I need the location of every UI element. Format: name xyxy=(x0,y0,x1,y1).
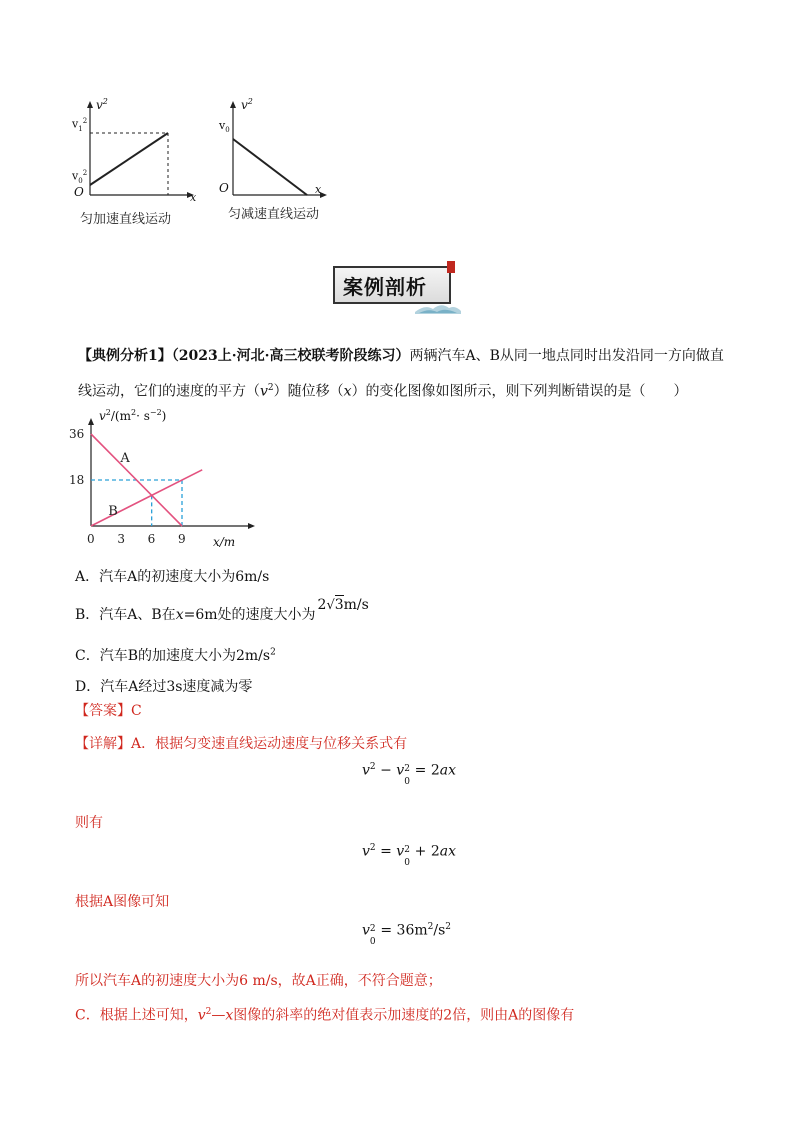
chart-svg xyxy=(65,408,305,553)
graph1-origin: O xyxy=(74,185,84,199)
option-a: A．汽车A的初速度大小为6m/s xyxy=(75,569,270,585)
chart-x-tick-9: 9 xyxy=(178,532,186,546)
explain-line2: 则有 xyxy=(75,815,103,831)
question-tag: 【典例分析1】 xyxy=(78,348,172,364)
graph-accelerating-plot xyxy=(68,95,208,205)
banner-title: 案例剖析 xyxy=(343,275,427,299)
formula-1: $v^2 - v$ 2 0 = 2ax xyxy=(362,762,457,787)
chart-series-label-A: A xyxy=(120,451,130,467)
stem-x: x xyxy=(343,383,352,400)
graph2-x-axis-label: x xyxy=(315,183,322,196)
stem-part-a: 线运动，它们的速度的平方（ xyxy=(78,383,260,400)
graph2-origin: O xyxy=(219,181,229,195)
vsq-x-chart xyxy=(65,408,305,553)
question-stem-line1 xyxy=(78,343,738,369)
option-b: B．汽车A、B在x=6m处的速度大小为2√3m/s xyxy=(75,597,369,623)
option-c: C．汽车B的加速度大小为$2m/s^2$ xyxy=(75,647,276,664)
explain-line4: 所以汽车A的初速度大小为6 m/s，故A正确，不符合题意； xyxy=(75,973,442,989)
graph2-v0-label: $v_0$ xyxy=(219,119,230,135)
graph1-y-axis-label: $v^2$ xyxy=(96,97,108,112)
graph1-v1-label: $v_1^2$ xyxy=(72,117,88,133)
graph1-x-axis-label: x xyxy=(190,191,197,204)
chart-y-tick-18: 18 xyxy=(69,473,85,487)
stem-v-sup: 2 xyxy=(267,383,274,393)
graph-decelerating-plot xyxy=(215,95,345,205)
chart-x-tick-0: 0 xyxy=(87,532,95,546)
chart-x-axis-label: x/m xyxy=(213,535,236,549)
graph-decelerating xyxy=(215,95,345,215)
question-stem-text1: 两辆汽车A、B从同一地点同时出发沿同一方向做直 xyxy=(409,348,724,364)
explain-line3: 根据A图像可知 xyxy=(75,894,170,910)
chart-x-tick-6: 6 xyxy=(147,532,156,546)
chart-y-axis-label: $v^2/(m^2\cdot s^{-2})$ xyxy=(99,408,167,423)
stem-v: v xyxy=(260,383,268,400)
stem-part-b: ）随位移（ xyxy=(273,383,344,400)
option-d: D．汽车A经过3s速度减为零 xyxy=(75,679,253,695)
stem-part-c: ）的变化图像如图所示，则下列判断错误的是（ ） xyxy=(351,383,688,400)
chart-x-arrow xyxy=(248,523,255,529)
chart-y-arrow xyxy=(88,418,94,425)
question-stem-line2 xyxy=(78,375,738,405)
question-source: （2023上·河北·高三校联考阶段练习） xyxy=(171,348,410,364)
graph2-caption: 匀减速直线运动 xyxy=(228,207,320,222)
graph1-v0-label: $v_0^2$ xyxy=(72,169,88,185)
answer-label: 【答案】C xyxy=(75,703,142,719)
chart-series-label-B: B xyxy=(108,504,118,520)
graph2-y-axis-label: $v^2$ xyxy=(241,97,253,112)
explain-line5: C．根据上述可知，$v^2—x$图像的斜率的绝对值表示加速度的2倍，则由A的图像有 xyxy=(75,1007,575,1024)
chart-y-tick-36: 36 xyxy=(69,427,85,441)
section-banner xyxy=(333,264,461,308)
explain-line1: 【详解】A．根据匀变速直线运动速度与位移关系式有 xyxy=(75,736,408,752)
chart-x-tick-3: 3 xyxy=(117,532,125,546)
banner-flag-icon xyxy=(447,261,455,273)
graph1-caption: 匀加速直线运动 xyxy=(80,212,172,227)
formula-3: v 2 0 = $36m^2/s^2$ xyxy=(362,922,452,947)
formula-2: $v^2 = v$ 2 0 + 2ax xyxy=(362,843,457,868)
banner-hills-icon xyxy=(415,300,461,314)
option-b-value: 2√3m/s xyxy=(317,597,369,613)
